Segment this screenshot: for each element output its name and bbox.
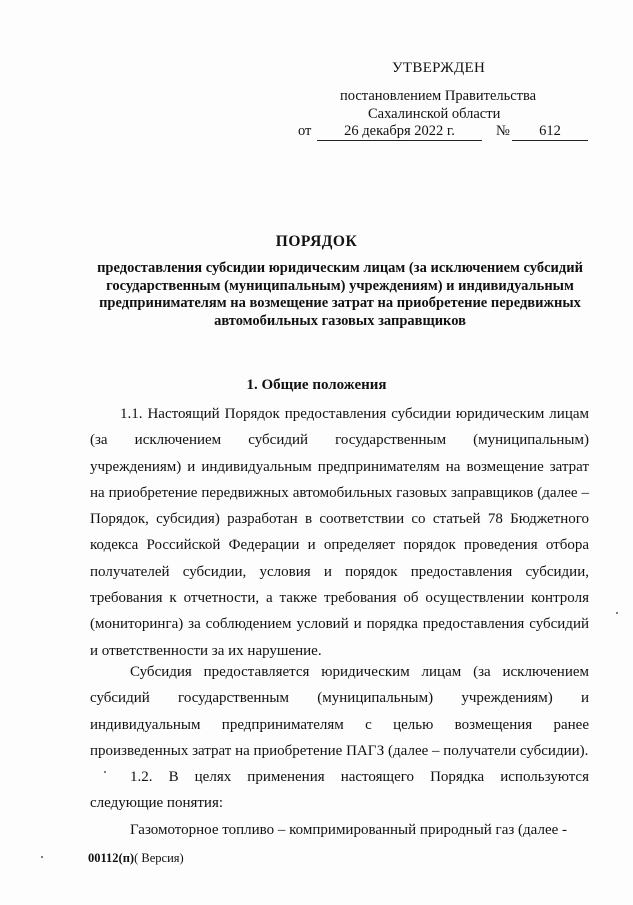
approval-date: 26 декабря 2022 г. <box>317 123 482 141</box>
paragraph-1-2: 1.2. В целях применения настоящего Порядка используются следующие понятия: <box>90 769 589 812</box>
footer-code: 00112(п) <box>88 851 135 865</box>
approval-number: 612 <box>512 123 588 141</box>
approval-date-row <box>298 123 598 143</box>
scan-speck <box>41 856 43 858</box>
approval-stamp-heading: УТВЕРЖДЕН <box>392 60 486 76</box>
footer-version <box>88 851 184 866</box>
from-label: от <box>298 123 312 139</box>
document-title: ПОРЯДОК <box>275 233 358 250</box>
approval-line-2: Сахалинской области <box>368 106 501 122</box>
footer-version-label: ( Версия) <box>134 851 184 865</box>
paragraph-subsidy: Субсидия предоставляется юридическим лицам (за исключением субсидий государственным (муниципальным) учреждениям) и индивидуальным предпринимателям с целью возмещения ранее произведенных затрат на приобретение ПАГЗ (далее – получатели субсидии). <box>90 664 589 759</box>
paragraph-gas-fuel: Газомоторное топливо – компримированный природный газ (далее - <box>130 822 567 838</box>
scan-speck <box>616 612 618 614</box>
approval-line-1: постановлением Правительства <box>340 88 537 104</box>
scan-speck <box>104 771 106 773</box>
paragraph-1-1: 1.1. Настоящий Порядок предоставления субсидии юридическим лицам (за исключением субсидий государственным (муниципальным) учреждениям) и индивидуальным предпринимателям на возмещение затрат на приобретение передвижных автомобильных газовых заправщиков (далее – Порядок, субсидия) разработан в соответствии со статьей 78 Бюджетного кодекса Российской Федерации и определяет порядок проведения отбора получателей субсидии, условия и порядок предоставления субсидии, требования к отчетности, а также требования об осуществлении контроля (мониторинга) за соблюдением условий и порядка предоставления субсидий и ответственности за их нарушение. <box>90 406 589 659</box>
number-sign: № <box>496 123 510 139</box>
section-heading: 1. Общие положения <box>246 377 387 393</box>
document-subtitle: предоставления субсидии юридическим лицам (за исключением субсидий государственным (муниципальным) учреждениям) и индивидуальным предпринимателям на возмещение затрат на приобретение передвижных автомобильных газовых заправщиков <box>97 260 583 329</box>
